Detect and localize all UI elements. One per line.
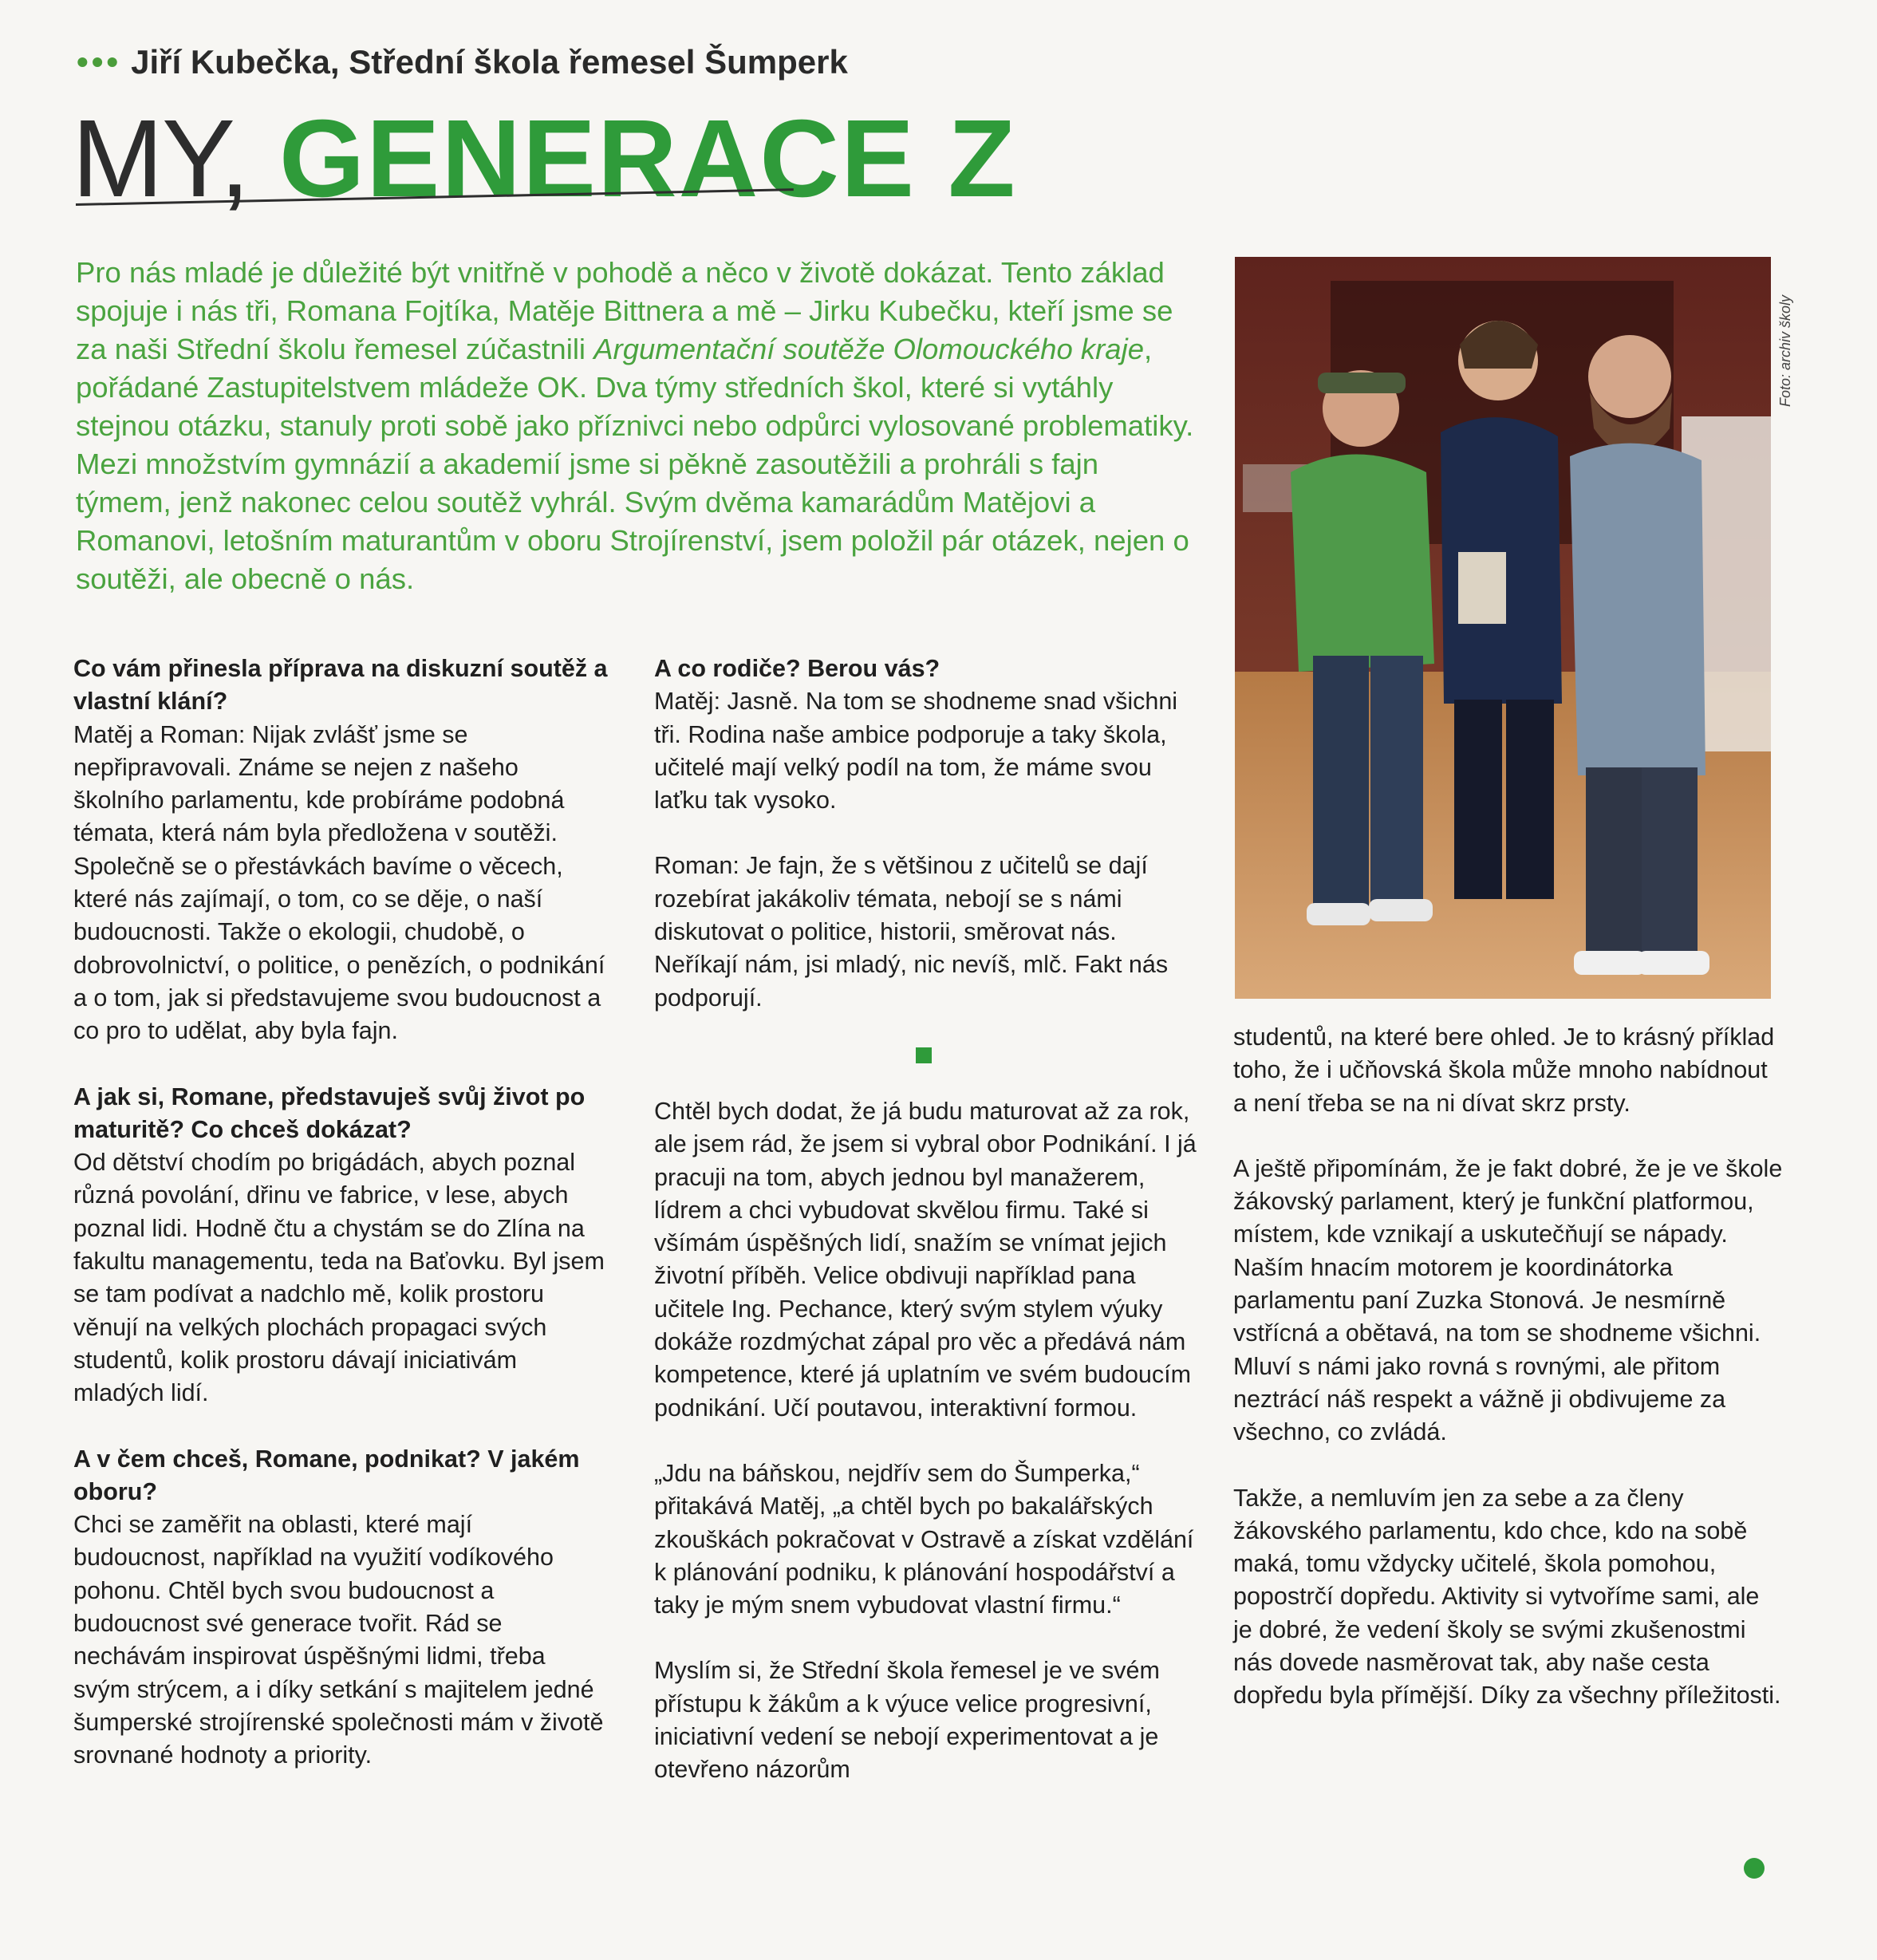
article-column-1 [73,653,608,1805]
answer-text: Matěj a Roman: Nijak zvlášť jsme se nepřipravovali. Známe se nejen z našeho školního parlamentu, kde probíráme podobná témata, která nám byla předložena v soutěži. Společně se o přestávkách bavíme o věcech, které nás zajímají, o tom, co se děje, o naší budoucnosti. Takže o ekologii, chudobě, o dobrovolnictví, o politice, o penězích, o podnikání a o tom, jak si představujeme svou budoucnost a co pro to udělat, aby byla fajn. [73,720,605,1045]
byline [77,43,848,81]
body-paragraph: „Jdu na báňskou, nejdřív sem do Šumperka,“ přitakává Matěj, „a chtěl bych po bakalářských zkouškách pokračovat v Ostravě a získat vzdělání k plánování podniku, k plánování hospodářství a taky je mým snem vybudovat vlastní firmu.“ [654,1459,1194,1619]
article-column-3 [1233,1021,1784,1745]
qa-block [654,653,1205,817]
body-paragraph: studentů, na které bere ohled. Je to krásný příklad toho, že i učňovská škola může mnoho nabídnout a není třeba se na ni dívat skrz prsty. [1233,1023,1775,1117]
headline [72,97,1017,220]
byline-author: Jiří Kubečka, Střední škola řemesel Šumperk [131,43,848,81]
headline-part-my: MY, [72,97,249,220]
article-column-2 [654,653,1205,1820]
page-bleed-through [1201,0,1807,239]
body-paragraph: Chtěl bych dodat, že já budu maturovat až za rok, ale jsem rád, že jsem si vybral obor Podnikání. I já pracuji na tom, abych jednou byl manažerem, lídrem a chci vybudovat skvělou firmu. Také si všímám úspěšných lidí, snažím se vnímat jejich životní příběh. Velice obdivuji například pana učitele Ing. Pechance, který svým stylem výuky dokáže rozdmýchat zápal pro věc a předává nám kompetence, které já uplatním ve svém budoucím podnikání. Učí poutavou, interaktivní formou. [654,1097,1197,1422]
page-bleed-through [80,0,1117,34]
answer-text: Matěj: Jasně. Na tom se shodneme snad všichni tři. Rodina naše ambice podporuje a taky škola, učitelé mají velký podíl na tom, že máme svou laťku tak vysoko. [654,688,1178,814]
students-photo [1235,257,1771,999]
intro-paragraph [76,254,1201,598]
intro-competition-name: Argumentační soutěže Olomouckého kraje [593,333,1144,365]
question-heading: A co rodiče? Berou vás? [654,655,940,682]
section-divider-square [916,1047,932,1063]
photo-credit [1777,263,1801,407]
photo-credit-text: Foto: archiv školy [1777,294,1793,407]
intro-text-1: Pro nás mladé je důležité být vnitřně v pohodě a něco v životě dokázat. Tento základ spojuje i nás tři, Romana Fojtíka, Matěje Bittnera a mě – Jirku Kubečku, kteří jsme se za naši Střední školu řemesel zúčastnili [76,256,1173,365]
body-paragraph: Takže, a nemluvím jen za sebe a za členy žákovského parlamentu, kdo chce, kdo na sobě maká, tomu vždycky učitelé, škola pomohou, popostrčí dopředu. Aktivity si vytvoříme sami, ale je dobré, že vedení školy se svými zkušenostmi nás dovede nasměrovat tak, aby naše cesta dopředu byla přímější. Díky za všechny příležitosti. [1233,1484,1781,1710]
qa-block [73,1081,608,1410]
intro-text-2: , pořádané Zastupitelstvem mládeže OK. Dva týmy středních škol, které si vytáhly stejnou otázku, stanuly proti sobě jako příznivci nebo odpůrci vylosované problematiky. Mezi množstvím gymnázií a akademií jsme si pěkně zasoutěžili a prohráli s fajn týmem, jenž nakonec celou soutěž vyhrál. Svým dvěma kamarádům Matějovi a Romanovi, letošním maturantům v oboru Strojírenství, jsem položil pár otázek, nejen o soutěži, ale obecně o nás. [76,333,1194,595]
qa-block [73,653,608,1048]
answer-text: Chci se zaměřit na oblasti, které mají budoucnost, například na využití vodíkového pohonu. Chtěl bych svou budoucnost a budoucnost své generace tvořit. Rád se nechávám inspirovat úspěšnými lidmi, třeba svým strýcem, a i díky setkání s majitelem jedné šumperské strojírenské společnosti mám v životě srovnané hodnoty a priority. [73,1511,604,1769]
body-paragraph: A ještě připomínám, že je fakt dobré, že je ve škole žákovský parlament, který je funkční platformou, místem, kde vznikají a uskutečňují se nápady. Naším hnacím motorem je koordinátorka parlamentu paní Zuzka Stonová. Je nesmírně vstřícná a obětavá, na tom se shodneme všichni. Mluví s námi jako rovná s rovnými, ale přitom neztrácí náš respekt a vážně ji obdivujeme za všechno, co zvládá. [1233,1154,1783,1446]
answer-paragraph: Roman: Je fajn, že s většinou z učitelů se dají rozebírat jakákoliv témata, nebojí se s námi diskutovat o politice, historii, směrovat nás. Neříkají nám, jsi mladý, nic nevíš, mlč. Fakt nás podporují. [654,852,1169,1012]
question-heading: Co vám přinesla příprava na diskuzní soutěž a vlastní klání? [73,655,608,716]
headline-part-generace: GENERACE Z [278,97,1017,220]
byline-dots: ••• [77,43,122,81]
answer-text: Od dětství chodím po brigádách, abych poznal různá povolání, dřinu ve fabrice, v lese, abych poznal lidi. Hodně čtu a chystám se do Zlína na fakultu managementu, teda na Baťovku. Byl jsem se tam podívat a nadchlo mě, kolik prostoru věnují na velkých plochách propagaci svých studentů, kolik prostoru dávají iniciativám mladých lidí. [73,1149,605,1407]
qa-block [73,1443,608,1773]
question-heading: A jak si, Romane, představuješ svůj život po maturitě? Co chceš dokázat? [73,1083,586,1143]
question-heading: A v čem chceš, Romane, podnikat? V jakém oboru? [73,1445,580,1505]
students-photo-illustration [1235,257,1771,999]
body-paragraph: Myslím si, že Střední škola řemesel je ve svém přístupu k žákům a k výuce velice progresivní, iniciativní vedení se nebojí experimentovat a je otevřeno názorům [654,1657,1160,1784]
article-end-dot [1744,1858,1765,1879]
